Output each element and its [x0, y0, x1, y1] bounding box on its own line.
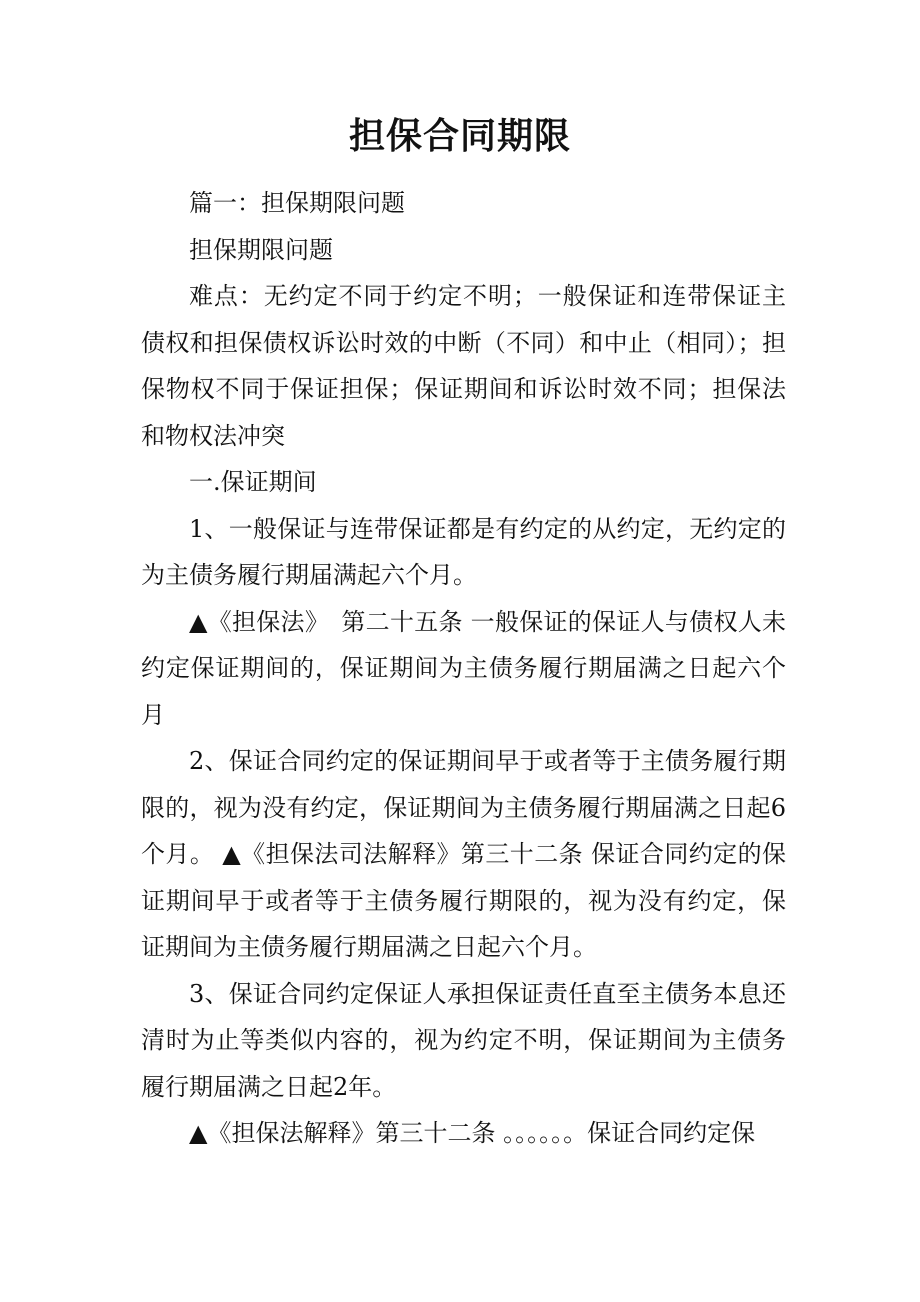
paragraph-heading-guarantee-period: 一.保证期间	[189, 468, 317, 496]
paragraph-subtitle: 担保期限问题	[189, 235, 333, 264]
paragraph-point-1: 1、一般保证与连带保证都是有约定的从约定，无约定的为主债务履行期届满起六个月。	[141, 514, 786, 589]
paragraph-point-3: 3、保证合同约定保证人承担保证责任直至主债务本息还清时为止等类似内容的，视为约定不明，保证期间为主债务履行期届满之日起2年。	[141, 979, 786, 1101]
paragraph-point-2: 2、保证合同约定的保证期间早于或者等于主债务履行期限的，视为没有约定，保证期间为主债务履行期届满之日起6个月。 ▲《担保法司法解释》第三十二条 保证合同约定的保证期间早于或者等于主债务履行期限的，视为没有约定，保证期间为主债务履行期届满之日起六个月。	[141, 747, 786, 961]
paragraph-article-32: ▲《担保法解释》第三十二条 。。。。。。保证合同约定保	[189, 1119, 756, 1147]
paragraph-difficulties: 难点：无约定不同于约定不明；一般保证和连带保证主债权和担保债权诉讼时效的中断（不同）和中止（相同）；担保物权不同于保证担保；保证期间和诉讼时效不同；担保法和物权法冲突	[141, 282, 786, 450]
paragraph-section-heading: 篇一：担保期限问题	[189, 189, 405, 217]
document-body	[141, 180, 786, 1157]
paragraph-article-25: ▲《担保法》 第二十五条 一般保证的保证人与债权人未约定保证期间的，保证期间为主债务履行期届满之日起六个月	[141, 607, 786, 729]
document-title: 担保合同期限	[348, 116, 571, 157]
